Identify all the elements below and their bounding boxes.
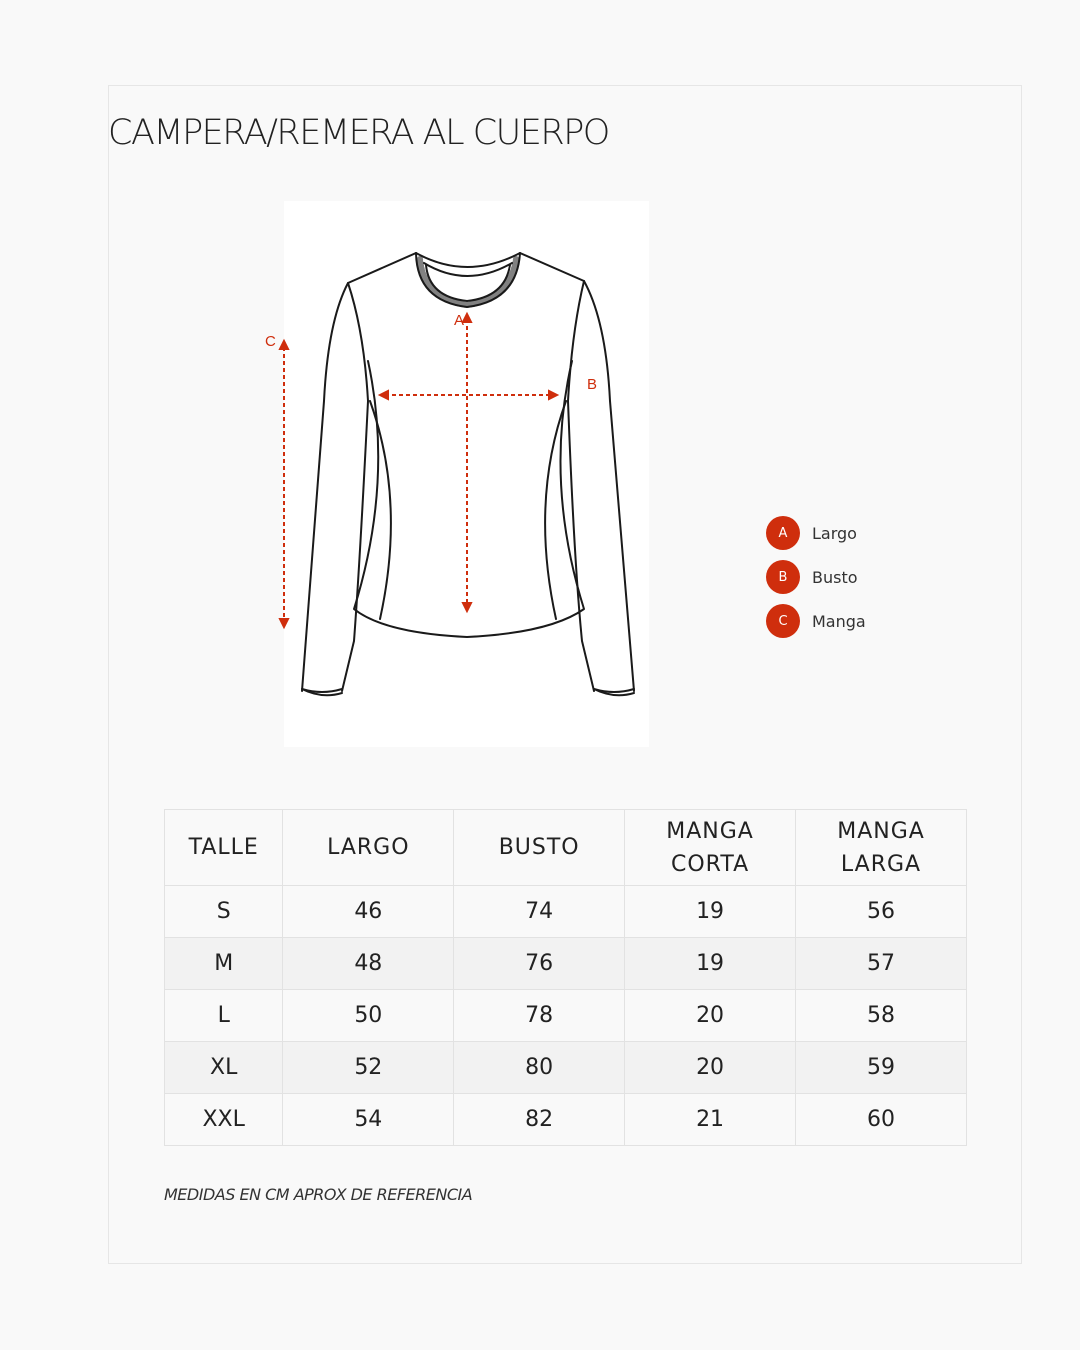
legend-badge-a: A [766, 516, 800, 550]
legend-item-busto [766, 560, 866, 594]
cell-talle: S [165, 886, 283, 938]
header-busto: BUSTO [454, 810, 625, 886]
table-row [165, 938, 967, 990]
legend-item-largo [766, 516, 866, 550]
measurement-legend [766, 516, 866, 648]
cell-talle: XL [165, 1042, 283, 1094]
header-talle: TALLE [165, 810, 283, 886]
cell-talle: L [165, 990, 283, 1042]
cell-largo: 54 [283, 1094, 454, 1146]
cell-manga-corta: 19 [625, 938, 796, 990]
cell-manga-corta: 19 [625, 886, 796, 938]
cell-manga-larga: 58 [796, 990, 967, 1042]
cell-largo: 46 [283, 886, 454, 938]
cell-largo: 50 [283, 990, 454, 1042]
table-header-row [165, 810, 967, 886]
cell-manga-corta: 21 [625, 1094, 796, 1146]
table-row [165, 886, 967, 938]
legend-badge-b: B [766, 560, 800, 594]
header-manga-corta: MANGA CORTA [625, 810, 796, 886]
legend-label-largo: Largo [812, 523, 857, 543]
garment-diagram [265, 201, 649, 747]
cell-busto: 76 [454, 938, 625, 990]
page-title: CAMPERA/REMERA AL CUERPO [108, 113, 609, 153]
cell-talle: M [165, 938, 283, 990]
legend-item-manga [766, 604, 866, 638]
cell-largo: 48 [283, 938, 454, 990]
marker-c: C [265, 333, 276, 350]
table-row [165, 1094, 967, 1146]
cell-manga-corta: 20 [625, 1042, 796, 1094]
table-row [165, 990, 967, 1042]
cell-busto: 74 [454, 886, 625, 938]
cell-talle: XXL [165, 1094, 283, 1146]
cell-manga-corta: 20 [625, 990, 796, 1042]
header-manga-larga: MANGA LARGA [796, 810, 967, 886]
legend-label-busto: Busto [812, 567, 858, 587]
cell-manga-larga: 56 [796, 886, 967, 938]
table-row [165, 1042, 967, 1094]
size-table [164, 809, 967, 1146]
legend-badge-c: C [766, 604, 800, 638]
cell-busto: 80 [454, 1042, 625, 1094]
cell-largo: 52 [283, 1042, 454, 1094]
cell-busto: 78 [454, 990, 625, 1042]
marker-b: B [587, 376, 598, 393]
cell-manga-larga: 57 [796, 938, 967, 990]
measurement-note: MEDIDAS EN CM APROX DE REFERENCIA [164, 1185, 473, 1204]
sleeve-measure [244, 201, 644, 747]
marker-a: A [454, 312, 465, 329]
cell-manga-larga: 60 [796, 1094, 967, 1146]
cell-busto: 82 [454, 1094, 625, 1146]
legend-label-manga: Manga [812, 611, 866, 631]
header-largo: LARGO [283, 810, 454, 886]
cell-manga-larga: 59 [796, 1042, 967, 1094]
